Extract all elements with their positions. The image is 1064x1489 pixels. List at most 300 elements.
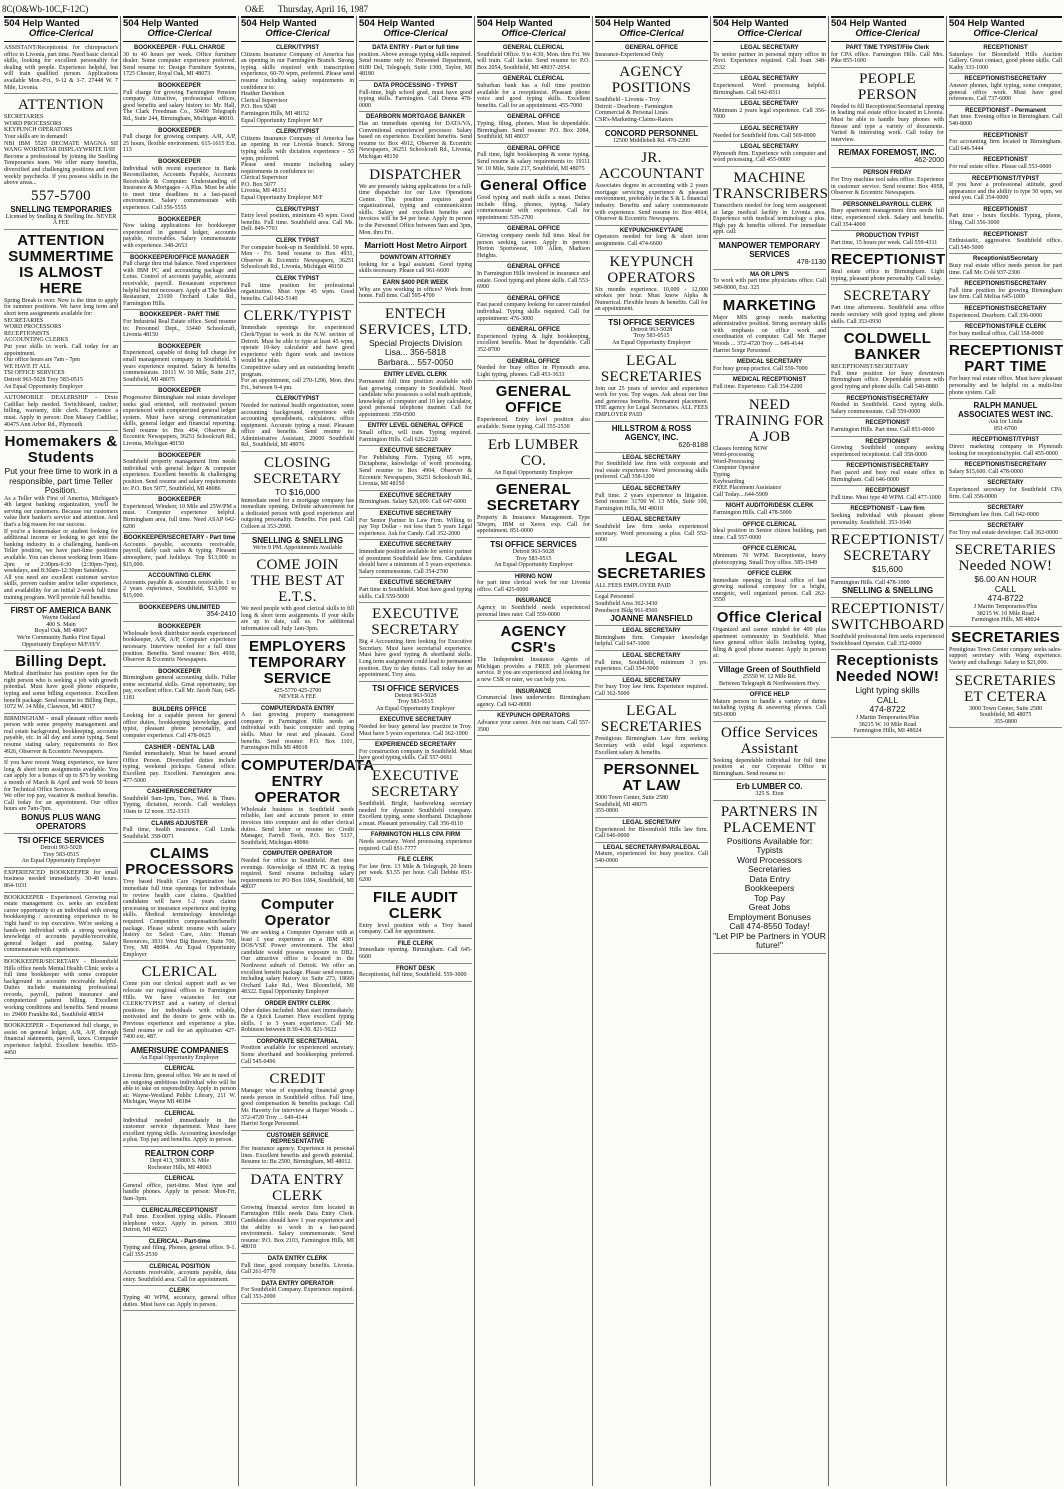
ad-lead: CASHIER/SECRETARY bbox=[146, 789, 212, 796]
ad-lead: LEGAL SECRETARY/PARALEGAL bbox=[603, 844, 700, 851]
ad-headline: COME JOIN THE BEST AT E.T.S. bbox=[250, 557, 345, 606]
ad-body: Southfield Office. 9 to 4:30, Mon. thru Fri. We will train. Call Jackie. Send resume to: P.O. Box 2054, Southfield, MI 48037-2054. bbox=[477, 51, 590, 71]
ad-body: Full time. Must type 40 WPM. Call 477-1000 bbox=[831, 494, 941, 501]
classified-ad bbox=[595, 652, 708, 676]
classified-ad bbox=[831, 286, 944, 328]
ad-body: Full time, Southfield, minimum 3 yrs. experience. Call 354-3000 bbox=[595, 659, 708, 673]
ad-body: Answer phones, light typing, some computer, general office work. Must have good references. Call 737-6000 bbox=[949, 82, 1062, 103]
classified-ad bbox=[359, 579, 472, 603]
ad-body: Looking for a capable person for general office duties, bookkeeping knowledge, good typist, pleasant phone personality, and computer experience. Call 478-0625 bbox=[123, 713, 236, 740]
ad-business-name: Erb LUMBER CO. bbox=[736, 782, 803, 792]
classified-ad bbox=[123, 1175, 236, 1205]
ad-lead: PERSONNEL/PAYROLL CLERK bbox=[843, 201, 932, 208]
ad-body: Plymouth firm. Experience with computer and word processing. Call 455-0000 bbox=[713, 150, 826, 164]
column-header-subtitle: Office-Clerical bbox=[28, 28, 94, 39]
classified-ad bbox=[241, 206, 354, 236]
classified-ad bbox=[359, 447, 472, 491]
classified-ad bbox=[123, 127, 236, 157]
classified-ad bbox=[595, 423, 708, 453]
ad-body: Other duties included. Must start immediately. Be a Quick Learner. Have excellent typing skills. 1 to 3 years experience. Call Mr. Robinson between 8:30-4:30. 821-5622 bbox=[241, 1007, 354, 1034]
ad-lead: RECEPTIONIST bbox=[983, 132, 1028, 139]
ad-lead: GENERAL OFFICE bbox=[507, 295, 560, 302]
classified-ad bbox=[595, 128, 708, 148]
ad-body: Associates degree in accounting with 2 years mortgage servicing experience & pleasant environment, preferably in the S & L financial industry. Benefits and salary commensurate with experience. Send resume to: Box 4914, Observer & Eccentric Newspapers. bbox=[595, 183, 708, 223]
classified-ad bbox=[595, 148, 708, 226]
ad-headline: Erb LUMBER CO. bbox=[488, 436, 579, 469]
classified-ad bbox=[241, 1255, 354, 1279]
ad-lead: CLERICAL POSITION bbox=[149, 1263, 210, 1270]
ad-body: Spring Break is over. Now is the time to apply for summer positions. We have long term and short term assignments available for: SECRETARIES WORD PROCESSORS RECEPTIONISTS ACCOUNTING CLERKS Put your skills to work. Call today for an appointment. Our office hours are 7am - 7pm WE HAVE IT ALL TSI OFFICE SERVICES Detroit 963-5028 Troy 583-0515 An Equal Opportunity Employer bbox=[4, 297, 118, 390]
ad-headline: COLDWELL BANKER bbox=[843, 330, 932, 364]
ad-lead: GENERAL OFFICE bbox=[507, 114, 560, 121]
ad-headline: SECRETARIES ET CETERA bbox=[954, 672, 1057, 705]
ad-body: Six months experience. 10,000 - 12,000 strokes per hour. Must know Alpha & Numerical. Flexible hours & benefits. Call for an appointment. bbox=[595, 286, 708, 313]
ad-body: position. Above average typing skills required. Send resume only to: Personnel Department, 8180 Del, Telegraph, Suite 1300, Taylor, MI 48180 bbox=[359, 51, 472, 78]
ad-body: Experienced. Entry level position also available. Some typing. Call 355-2530 bbox=[477, 417, 590, 430]
ad-body: Good typing and math skills a must. Duties include filing, phones, typing. Salary commensurate with experience. Call for appointment: 535-2700 bbox=[477, 195, 590, 221]
ad-contact: Detroit 963-5028 Troy 583-0515 An Equal Opportunity Employer bbox=[21, 845, 101, 865]
classified-ad bbox=[359, 82, 472, 112]
classified-ad bbox=[477, 382, 590, 433]
ad-body: For accounting firm located in Birmingham. Call 646-5444 bbox=[949, 139, 1062, 152]
classified-ad bbox=[831, 438, 944, 462]
ad-body: Farmington Hills. Call 478-5000 bbox=[713, 509, 792, 516]
classified-ad bbox=[4, 652, 118, 714]
classified-ad bbox=[949, 504, 1062, 521]
ad-body: Needed for Southfield firm. Call 569-0000 bbox=[713, 132, 816, 139]
column-header-subtitle: Office-Clerical bbox=[973, 28, 1038, 39]
ad-business-name: BONUS PLUS WANG OPERATORS bbox=[21, 813, 101, 831]
ad-lead: CLERICAL bbox=[164, 1110, 195, 1117]
classified-ad bbox=[123, 788, 236, 818]
ad-body: Commercial lines underwriter. Birmingham agency. Call 642-8000 bbox=[477, 695, 590, 708]
classified-ad bbox=[241, 306, 354, 394]
column-header bbox=[595, 16, 708, 42]
classified-ad bbox=[123, 668, 236, 705]
ad-business-name: TSI OFFICE SERVICES bbox=[17, 836, 105, 845]
classified-ad bbox=[123, 744, 236, 788]
ad-body: Needed in Southfield. Good typing skills. Salary commensurate. Call 559-0000 bbox=[831, 402, 944, 415]
classified-column bbox=[946, 16, 1064, 1486]
classified-ad bbox=[713, 143, 826, 167]
ad-headline: MACHINE TRANSCRIBERS bbox=[713, 169, 829, 202]
ad-body: Experienced, capable of doing full charge for small management company in Southfield. 5 years experience required. Salary & benefits commensurate. 19111 W. 10 Mile, Suite 217, Southfield, MI 48075 bbox=[123, 350, 236, 383]
ad-lead: LEGAL SECRETARY bbox=[622, 652, 681, 659]
classified-ad bbox=[595, 252, 708, 316]
ad-lead: CLERK/TYPIST bbox=[275, 45, 320, 51]
ad-body: Full time. Excellent typing skills. Pleasant telephone voice. Apply in person. 3810 Detroit, MI 48223 bbox=[123, 1214, 236, 1234]
ad-headline: ATTENTION SUMMERTIME IS ALMOST HERE bbox=[8, 231, 114, 297]
ad-body: Accounts payable, accounts receivable, payroll, daily cash sales & typing. Pleasant atmosphere, paid holidays. Top $13,000 to $15,000. bbox=[123, 541, 236, 568]
column-header-subtitle: Office-Clerical bbox=[147, 28, 212, 39]
classified-ad bbox=[123, 496, 236, 533]
ad-body: Progressive Birmingham real estate developer seeks goal oriented, self motivated person experienced with computerized general ledger system. Must have strong communication skills, general ledger and financial reporting. Send resume to: Box 494, Observer & Eccentric Newspapers, 36251 Schoolcraft Rd., Livonia, Michigan 48150 bbox=[123, 394, 236, 448]
ad-lead: RECEPTIONIST bbox=[983, 206, 1028, 213]
classified-ad bbox=[595, 548, 708, 593]
ad-lead: CLERICAL bbox=[164, 1066, 195, 1073]
ad-body: Minimum 70 WPM. Receptionist, heavy photocopying. Small Troy office. 585-1949 bbox=[713, 552, 826, 566]
ad-body: Wholesale book distributor needs experienced bookkeeper, A/R, A/P, Computer experience necessary. Interview needed for a full time position. Benefits. Send resume: Box 4930, Observer & Eccentric Newspapers. bbox=[123, 630, 236, 664]
classified-ad bbox=[831, 462, 944, 486]
classified-column bbox=[474, 16, 592, 1486]
column-header-subtitle: Office-Clerical bbox=[737, 28, 802, 39]
ad-lead: EXECUTIVE SECRETARY bbox=[379, 717, 452, 724]
classified-column bbox=[828, 16, 946, 1486]
ad-headline: CREDIT bbox=[269, 1071, 326, 1088]
ad-lead: BOOKKEEPERS UNLIMITED bbox=[138, 604, 220, 611]
classified-ad bbox=[949, 540, 1062, 626]
classified-ad bbox=[359, 831, 472, 855]
classified-ad bbox=[359, 240, 472, 253]
ad-business-name: SNELLING TEMPORARIES bbox=[10, 204, 112, 214]
ad-headline: RECEPTIONIST PART TIME bbox=[949, 342, 1064, 376]
classified-ad bbox=[241, 237, 354, 274]
ad-lead: LEGAL SECRETARY bbox=[740, 125, 799, 132]
ad-body: Typing and filing. Phones, general office. 9-1. Call 355-2530 bbox=[123, 1245, 236, 1259]
ad-business-name: AMERISURE COMPANIES bbox=[130, 1045, 229, 1055]
ad-body: Operators needed for long & short term assignments. Call 474-6600 bbox=[595, 234, 708, 247]
classified-ad bbox=[4, 835, 118, 868]
classified-ad bbox=[949, 75, 1062, 105]
classified-ad bbox=[359, 604, 472, 682]
ad-lead: HIRING NOW bbox=[514, 573, 553, 580]
classified-ad bbox=[949, 255, 1062, 279]
ad-headline: EXECUTIVE SECRETARY bbox=[371, 606, 460, 639]
ad-headline: Billing Dept. bbox=[15, 653, 107, 671]
classified-ad bbox=[831, 44, 944, 68]
ad-business-name: RE/MAX FOREMOST, INC. bbox=[838, 148, 937, 158]
ad-lead: FILE CLERK bbox=[397, 857, 434, 864]
ad-lead: OFFICE CLERICAL bbox=[742, 546, 797, 553]
classified-ad bbox=[831, 651, 944, 737]
classified-ad bbox=[595, 62, 708, 126]
ad-body: Direct marketing company in Plymouth looking for receptionist/typist. Call 455-0000 bbox=[949, 443, 1062, 457]
classified-ad bbox=[477, 688, 590, 712]
ad-body: Individual with recent experience in Bank Reconciliation, Accounts Payable, Accounts Receivable & Computer. Understanding of Insurance & Mortgages - A Plus. Must be able to meet time deadlines in a fast-paced environment. Salary commensurate with experience. Call 356-5555 bbox=[123, 165, 236, 212]
ad-contact: Wayne Oakland 400 S. Main Royal Oak, MI 48067 We're Community Banks First Equal Opportunity Employer M/F/H/V bbox=[16, 615, 106, 648]
ad-headline: CLAIMS PROCESSORS bbox=[125, 845, 234, 879]
classified-ad bbox=[595, 844, 708, 868]
ad-body: Full time, light bookkeeping & some typing. Send resume & salary requirements to: 19111 W. 10 Mile, Suite 217, Southfield, MI 48075 bbox=[477, 152, 590, 172]
classified-ad bbox=[949, 132, 1062, 156]
classified-ad bbox=[595, 44, 708, 61]
column-header-subtitle: Office-Clerical bbox=[619, 28, 684, 39]
ad-lead: RECEPTIONIST/SECRETARY bbox=[964, 306, 1047, 312]
ad-headline: SECRETARIES bbox=[951, 628, 1060, 646]
ad-lead: NIGHT AUDITOR/DESK CLERK bbox=[725, 503, 814, 510]
classified-ad bbox=[123, 844, 236, 961]
ad-lead: MEDICAL RECEPTIONIST bbox=[732, 377, 807, 384]
column-header bbox=[359, 16, 472, 42]
ad-body: Has an immediate opening for DATA/VA, Conventional experienced processor. Salary based on experience. Excellent benefits. Send resume to: Box 4912, Observer & Eccentric Newspapers, 36251 Schoolcraft Rd., Livonia, Michigan 48150 bbox=[359, 120, 472, 160]
classified-ad bbox=[949, 107, 1062, 131]
classified-ad bbox=[241, 535, 354, 555]
ad-body: Entry level position with a Troy based company. Call for appointment. bbox=[359, 922, 472, 936]
ad-lead: RECEPTIONIST bbox=[865, 438, 910, 445]
classified-column bbox=[592, 16, 710, 1486]
ad-body: Receptionist, full time, Southfield. 559-3000 bbox=[359, 972, 467, 979]
ad-lead: PART TIME TYPIST/File Clerk bbox=[845, 45, 930, 51]
ad-body: Immediate opening. Birmingham. Call 645-6600 bbox=[359, 947, 472, 960]
ad-business-name: Village Green of Southfield bbox=[718, 665, 821, 675]
classified-ad bbox=[477, 44, 590, 74]
ad-body: To senior partner in personal injury office in Novi. Experience required. Call Joan 348-2532 bbox=[713, 51, 826, 71]
classified-ad bbox=[4, 231, 118, 393]
ad-body: Birmingham general accounting skills. Fuller some secretarial skills. Great opportunity, top pay, excellent office. Call Mr. Jacob Nan, 645-1181 bbox=[123, 675, 236, 702]
ad-lead: OFFICE CLERICAL bbox=[742, 521, 797, 528]
ad-lead: SECRETARY bbox=[987, 480, 1024, 487]
ad-body: Immediate openings for experienced Clerk/Typist to work in the N.W. section of Detroit. Must be able to type at least 45 wpm, operate 10-key calculator and have good experience with figure work and invoices would be a plus. Competitive salary and an outstanding benefit program. For an appointment, call 270-1296, Mon. thru Fri., between 9-4 pm. bbox=[241, 325, 354, 391]
ad-lead: BOOKKEEPER bbox=[158, 127, 201, 134]
column-header-title: 504 Help Wanted bbox=[949, 18, 1025, 29]
ad-body: looking for a legal assistant. Good typing skills necessary. Please call 961-6600 bbox=[359, 261, 472, 275]
classified-ad bbox=[359, 254, 472, 278]
ad-body: For real estate office. Please call 553-0000 bbox=[949, 163, 1052, 170]
classified-ad bbox=[359, 766, 472, 830]
classified-ad bbox=[477, 295, 590, 325]
ad-lead: FILE CLERK bbox=[397, 940, 434, 947]
classified-ad bbox=[241, 1069, 354, 1131]
classified-ad bbox=[123, 572, 236, 602]
classified-column bbox=[710, 16, 828, 1486]
ad-lead: LEGAL SECRETARY bbox=[740, 101, 799, 108]
classified-ad bbox=[241, 850, 354, 894]
ad-body: RECEPTIONIST/SECRETARY Full time position for busy downtown Birmingham office. Dependable person with good typing and phone skills. Call 540-8880 bbox=[831, 364, 944, 391]
classified-ad bbox=[4, 432, 118, 604]
ad-body: Seeking individual with pleasant phone personality. Southfield. 353-1040 bbox=[831, 512, 944, 526]
ad-body: Typing, filing, phones. Must be dependable. Birmingham. Send resume: P.O. Box 2084, Southfield, MI 48037 bbox=[477, 120, 590, 141]
ad-body: Citizens Insurance Company of America has an opening in our Farmington Branch. Strong typing skills required with transcription experience, 60-70 wpm, preferred. Please send resume including salary requirements in confidence to: Heather Davidson Clerical Supervisor P.O. Box 9248 Farmington Hills, MI 48152 Equal Opportunity Employer M/F bbox=[241, 51, 354, 124]
classified-ad bbox=[831, 487, 944, 504]
classified-ad bbox=[123, 158, 236, 215]
ad-headline: RECEPTIONIST/ SECRETARY bbox=[831, 532, 945, 565]
ad-subheadline: Light typing skills CALL 474-8722 bbox=[855, 685, 920, 715]
ad-body: for CPA office. Farmington Hills. Call Mrs. Pike 855-1600 bbox=[831, 51, 944, 65]
ad-lead: INSURANCE bbox=[515, 598, 552, 605]
ad-headline: CLERK/TYPIST bbox=[243, 308, 352, 325]
classified-ad bbox=[831, 599, 944, 650]
ad-body: Mature, experienced for busy practice. Call 540-0900 bbox=[595, 851, 708, 864]
ad-lead: BOOKKEEPER/SECRETARY - Part time bbox=[123, 535, 236, 542]
ad-body: Minimum 2 years legal experience. Call 356-7000 bbox=[713, 107, 826, 121]
ad-body: Organized and career minded for 400 plus apartment community in Southfield. Must have general office skills including typing, filing & good phone manner. Apply in person at: bbox=[713, 627, 826, 660]
column-header-title: 504 Help Wanted bbox=[595, 18, 671, 29]
ad-headline: RECEPTIONIST bbox=[831, 251, 946, 269]
ad-contact: 12500 Middlebelt Rd. 478-2200 bbox=[612, 137, 691, 144]
ad-lead: BOOKKEEPER - FULL CHARGE bbox=[134, 45, 225, 51]
ad-lead: LEGAL SECRETARY bbox=[622, 628, 681, 635]
ad-business-name: JOANNE MANSFIELD bbox=[610, 614, 693, 624]
ad-phone: 462-2000 bbox=[914, 157, 944, 165]
classified-ad bbox=[949, 280, 1062, 304]
classified-ad bbox=[241, 453, 354, 533]
classified-ad bbox=[359, 856, 472, 886]
classified-ad bbox=[123, 343, 236, 387]
ad-subheadline: $6.00 AN HOUR CALL 474-8722 bbox=[974, 574, 1037, 604]
ad-body: Part time afternoons. Southfield area office needs secretary with good typing and phone skills. Call 353-0930 bbox=[831, 305, 944, 325]
classified-ad bbox=[831, 169, 944, 199]
ad-body: We are presently taking applications for a full-time dispatcher for our Live Operations Center. This position requires good organizational, typing and communication skills. Salary and excellent benefits and invoices will be $4 per hour. Apply in person to the Personnel Office between 9am and 3pm, Mon. thru Fri. bbox=[359, 183, 472, 236]
ad-lead: MEDICAL SECRETARY bbox=[736, 359, 803, 366]
ad-body: Full time, good company benefits. Livonia. Call 261-0770 bbox=[241, 1262, 354, 1276]
classified-ad bbox=[949, 436, 1062, 460]
classified-ad bbox=[359, 541, 472, 578]
ad-phone: 478-1130 bbox=[796, 258, 826, 266]
column-header-title: 504 Help Wanted bbox=[831, 18, 907, 29]
classified-ad bbox=[477, 326, 590, 356]
ad-body: Real estate office in Birmingham. Light typing, pleasant phone personality. Call today. bbox=[831, 269, 944, 282]
ad-lead: EXECUTIVE SECRETARY bbox=[379, 448, 452, 455]
classified-ad bbox=[831, 201, 944, 231]
ad-body: 30 to 40 hours per week. Office furniture dealer. Some computer experience preferred. Send resume to: Design Furniture Systems, 1725 Chester, Royal Oak, MI 48073 bbox=[123, 51, 236, 78]
ad-body: Classes forming NOW Word-processing Word-Processing Computer Operator Typing Keyboarding FREE Placement Assistance Call Today....644-5909 bbox=[713, 445, 781, 498]
ad-lead: BOOKKEEPER bbox=[158, 82, 201, 89]
classified-ad bbox=[123, 1263, 236, 1287]
ad-lead: ORDER ENTRY CLERK bbox=[264, 1000, 331, 1007]
ad-subheadline: Put your free time to work in a responsible, part time Teller Position. bbox=[4, 466, 118, 496]
classified-ad bbox=[241, 637, 354, 704]
ad-body: Needed for office in Southfield. Part time evenings. Knowledge of IBM PC & typing required. Send resume including salary requirements to: PO Box 1084, Southfield, MI 48037 bbox=[241, 858, 354, 891]
ad-lead: RECEPTIONIST/SECRETARY bbox=[846, 463, 929, 470]
ad-body: SECRETARIES WORD PROCESSORS KEYPUNCH OPERATORS Your skills are in demand! NBI IBM 5520 DECMATE MAGNA SII WANG WORDSTAR DISPLAYWRITE II/III Become a professional by joining the Snelling Temporaries team. We offer many benefits, diversified and challenging positions and even weekly paychecks. If you possess skills in the above areas... bbox=[4, 114, 118, 187]
ad-body: Immediate need for a mortgage company has immediate opening. Definite advancement for a dedicated person with good experience and outgoing personality. Benefits. Fee paid. Call Colleen at 353-2090. bbox=[241, 497, 354, 530]
classified-ad bbox=[949, 323, 1062, 340]
ad-body: Needed to fill Receptionist/Secretarial opening in leading real estate office located in Livonia. Must be able to handle busy phones with finesse and type a variety of documents. Varied & interesting work. Call today for interview. bbox=[831, 103, 944, 143]
classified-ad bbox=[359, 44, 472, 81]
classified-ad bbox=[123, 1148, 236, 1174]
classified-ad bbox=[595, 454, 708, 484]
column-header-title: 504 Help Wanted bbox=[123, 18, 199, 29]
ad-lead: RECEPTIONIST/SECRETARY bbox=[964, 76, 1047, 83]
ad-body: Experienced secretary for Southfield CPA firm. Call 358-0000 bbox=[949, 486, 1062, 500]
ad-body: Big 4 Accounting firm looking for Executive Secretary. Must have secretarial experience. Must have good typing & shorthand skills. Long term assignment could lead to permanent position. Day to day duties. Call today for an appointment. Troy area. bbox=[359, 639, 472, 679]
ad-lead: DATA ENTRY CLERK bbox=[267, 1255, 328, 1262]
ad-contact: Licensed by Snelling & Snelling Inc. NEVER A FEE bbox=[5, 213, 117, 227]
classified-ad bbox=[595, 485, 708, 515]
ad-lead: PERSON FRIDAY bbox=[863, 170, 912, 177]
classified-ad bbox=[241, 395, 354, 452]
ad-subheadline: TO $16,000 bbox=[275, 487, 320, 498]
classified-ad bbox=[477, 573, 590, 597]
ad-contact: Detroit 963-5028 Troy 583-0515 An Equal Opportunity Employer bbox=[612, 326, 691, 347]
ad-body: Growing Southfield company seeking experienced receptionist. Call 358-0000 bbox=[831, 445, 944, 458]
ad-lead: RECEPTIONIST - Permanent bbox=[965, 107, 1046, 114]
classified-ad bbox=[477, 225, 590, 262]
ad-body: Transcribers needed for long term assignment at large medical facility in Livonia area. Experience with medical terminology a plus. High pay & benefits offered. For immediate appt. call: bbox=[713, 202, 826, 236]
classified-ad bbox=[949, 400, 1062, 435]
ad-body: Why are you working in offices? Work from home. Full time. Call 595-4700 bbox=[359, 286, 472, 300]
classified-ad bbox=[123, 311, 236, 341]
classified-ad bbox=[359, 422, 472, 446]
ad-lead: BOOKKEEPER bbox=[158, 216, 201, 223]
ad-headline: ATTENTION bbox=[17, 97, 104, 114]
ad-headline: AGENCY CSR's bbox=[500, 623, 567, 657]
ad-business-name: RALPH MANUEL ASSOCIATES WEST INC. bbox=[958, 401, 1053, 420]
classified-ad bbox=[241, 895, 354, 999]
classified-ad bbox=[477, 597, 590, 621]
ad-lead: BOOKKEEPER bbox=[158, 452, 201, 459]
ad-lead: GENERAL CLERICAL bbox=[502, 45, 565, 51]
ad-body: Individual needed immediately in the customer service department. Must have excellent typing skills. Accounting knowledge a plus. Top pay and benefits. Apply in person. bbox=[123, 1117, 236, 1144]
ad-body: In Farmington Hills involved in insurance and estate. Good typing and phone skills. Call 553-6900 bbox=[477, 271, 590, 291]
classified-ad bbox=[831, 505, 944, 529]
ad-body: Needed immediately. Must be based around Office Person. Diversified duties include typing, weekend pickups. General office. Excellent pay. Excellent. Farmington area. 477-5000 bbox=[123, 751, 236, 784]
classified-ad bbox=[477, 358, 590, 382]
ad-lead: EXECUTIVE SECRETARY bbox=[379, 580, 452, 587]
column-header-subtitle: Office-Clerical bbox=[265, 28, 330, 39]
ad-body: For busy medical office. Call 358-0000 bbox=[949, 330, 1044, 337]
classified-ad bbox=[241, 555, 354, 635]
classified-ad bbox=[241, 705, 354, 755]
ad-headline: GENERAL SECRETARY bbox=[486, 481, 581, 515]
ad-body: A fast growing property management company in Farmington Hills needs an individual with basic computer and typing skills. Must be neat and pleasant. Good benefits. Send resume: P.O. Box 1101, Farmington Hills MI 48018 bbox=[241, 712, 354, 752]
classified-ad bbox=[595, 677, 708, 701]
ad-body: Ideal position in Senior citizen building, part time. Call 557-0000 bbox=[713, 528, 826, 541]
classified-ad bbox=[831, 147, 944, 168]
ad-body: Full time position for professional organization. Must type 45 wpm. Good benefits. Call 642-5140 bbox=[241, 282, 354, 302]
ad-body: For computer hook-up in Southfield. 50 wpm. Mon - Fri. Send resume to Box 4931, Observer & Eccentric Newspapers, 36251 Schoolcraft Rd., Livonia, Michigan 48150 bbox=[241, 244, 354, 271]
ad-body: Full-time, high school grad, must have good typing skills. Farmington. Call Donna 478-0000 bbox=[359, 89, 472, 109]
ad-body: Full charge for growing Farmington Pension company. Attractive, professional offices, good benefits and salary history to: Mr. Hall, The Clark Freedman Co., 30400 Telegraph Rd., Suite 244, Birmingham, Michigan 48010. bbox=[123, 89, 236, 122]
classified-ad bbox=[359, 510, 472, 540]
ad-body: Southfield 9am-1pm, Tues., Wed. & Thurs. Typing, dictation, records. Call weekdays 10am to 12 noon. 352-3313 bbox=[123, 795, 236, 815]
column-header-title: 504 Help Wanted bbox=[4, 18, 80, 29]
ad-lead: OFFICE CLERK bbox=[747, 571, 792, 578]
classified-ad bbox=[595, 227, 708, 251]
ad-body: AUTOMOBILE DEALERSHIP - Dixie Cadillac help needed. Switchboard, cashier, billing, warranty, title clerk. Experience a must. Apply in person: Don Massey Cadillac, 40475 Ann Arbor Rd., Plymouth bbox=[4, 395, 118, 428]
classified-ad bbox=[713, 358, 826, 375]
classified-ad bbox=[713, 802, 826, 954]
ad-lead: LEGAL SECRETARY bbox=[622, 454, 681, 461]
ad-body: General office, part-time. Must type and handle phones. Apply in person: Mon-Fri, 9am-3pm. bbox=[123, 1182, 236, 1202]
ad-body: Saturdays for Bloomfield Hills Auction Gallery. Great contact, good phone skills. Call Kathy 333-1000 bbox=[949, 51, 1062, 71]
ad-lead: LEGAL SECRETARY bbox=[622, 820, 681, 827]
classified-ad bbox=[4, 394, 118, 431]
ad-body: Full time. 2 years experience in litigation. Send resume: 31700 W. 13 Mile, Suite 100, Farmington Hills, MI 48018 bbox=[595, 492, 708, 512]
ad-body: Southfield law firm seeks experienced secretary. Word processing a plus. Call 552-1000 bbox=[595, 523, 708, 544]
ad-headline: ENTECH SERVICES, LTD. bbox=[359, 305, 472, 338]
ad-lead: BOOKKEEPER/OFFICE MANAGER bbox=[129, 254, 229, 261]
ad-lead: PRODUCTION TYPIST bbox=[855, 233, 919, 240]
classified-ad bbox=[477, 622, 590, 686]
ad-lead: FARMINGTON HILLS CPA FIRM bbox=[370, 832, 461, 839]
ad-lead: GENERAL OFFICE bbox=[507, 264, 560, 271]
classified-ad bbox=[831, 419, 944, 436]
ad-contact: Detroit 963-5028 Troy 583-0515 An Equal Opportunity Employer bbox=[494, 548, 573, 569]
classified-ad bbox=[595, 593, 708, 626]
ad-business-name: CONCORD PERSONNEL bbox=[604, 128, 699, 138]
ad-lead: BOOKKEEPER bbox=[158, 624, 201, 631]
ad-lead: BUILDERS OFFICE bbox=[152, 706, 207, 713]
ad-contact: Ask for Linda 851-6700 bbox=[988, 419, 1023, 432]
column-header-subtitle: Office-Clerical bbox=[501, 28, 566, 39]
ad-body: For construction company in Southfield. Must have good typing skills. Call 557-0661 bbox=[359, 748, 472, 762]
ad-body: Small office, will train. Typing required. Farmington Hills. Call 626-2220 bbox=[359, 430, 472, 443]
ad-lead: SECRETARY bbox=[987, 505, 1024, 512]
ad-lead: GENERAL OFFICE bbox=[507, 358, 560, 365]
ad-headline: CLERICAL bbox=[141, 964, 218, 981]
ad-headline: FILE AUDIT CLERK bbox=[373, 888, 458, 922]
ad-body: Permanent full time position available with fast growing company in Southfield. Need candidate who possesses a solid math aptitude, knowledge of computer and 10 key calculator, good personal telephone manner. Call for appointment: 358-0500 bbox=[359, 378, 472, 418]
classified-ad bbox=[949, 628, 1062, 670]
classified-ad bbox=[595, 516, 708, 546]
ad-lead: CLERICAL - Part-time bbox=[148, 1238, 211, 1245]
classified-ad bbox=[359, 683, 472, 716]
ad-body: Full time, health insurance. Call Linda. Southfield. 358-0071 bbox=[123, 827, 236, 840]
classified-ad bbox=[123, 623, 236, 667]
ad-headline: EXECUTIVE SECRETARY bbox=[371, 768, 460, 801]
ad-lead: SECRETARY bbox=[987, 523, 1024, 530]
